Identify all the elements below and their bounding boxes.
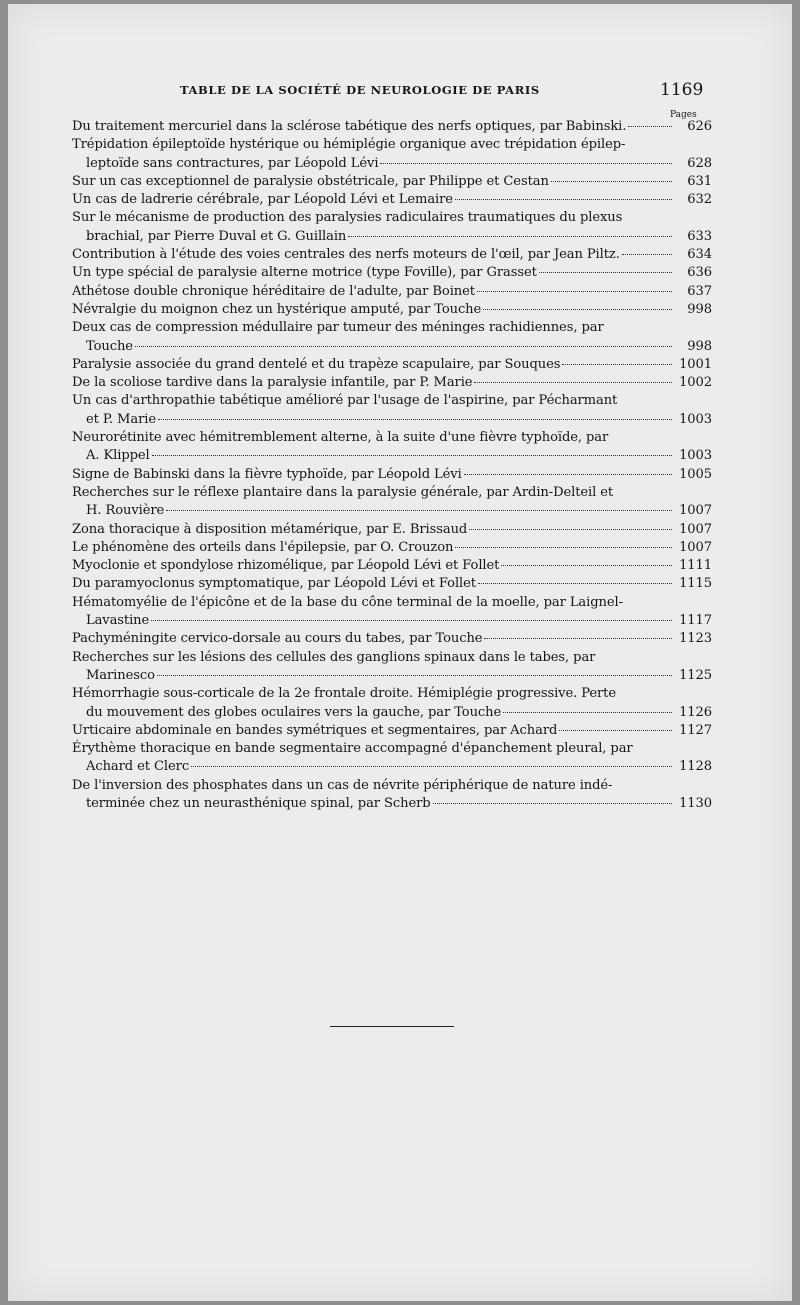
toc-entry-text: Trépidation épileptoïde hystérique ou hémiplégie organique avec trépidation épilep-	[72, 137, 626, 153]
toc-entry	[72, 136, 712, 173]
toc-entry	[72, 356, 712, 374]
toc-entry-line	[72, 136, 676, 154]
toc-entry-text: Du traitement mercuriel dans la sclérose tabétique des nerfs optiques, par Babinski.	[72, 119, 627, 134]
toc-entry-text: Hémorrhagie sous-corticale de la 2e frontale droite. Hémiplégie progressive. Perte	[72, 686, 616, 702]
dot-leader	[157, 674, 672, 676]
toc-entry	[72, 374, 712, 392]
dot-leader	[477, 290, 672, 292]
toc-entry-line	[72, 649, 676, 667]
dot-leader	[152, 454, 672, 456]
toc-entry-line	[72, 484, 676, 502]
toc-entry-last-line	[72, 521, 712, 539]
toc-entry-text: Du paramyoclonus symptomatique, par Léopold Lévi et Follet	[72, 576, 476, 592]
toc-entry	[72, 209, 712, 246]
toc-entry-text: De la scoliose tardive dans la paralysie infantile, par P. Marie	[72, 375, 473, 391]
toc-entry-last-line	[72, 575, 712, 593]
toc-entry-text: Sur le mécanisme de production des paralysies radiculaires traumatiques du plexus	[72, 210, 623, 226]
toc-entry-text: Un cas de ladrerie cérébrale, par Léopold Lévi et Lemaire	[72, 192, 453, 208]
toc-page-number: 1115	[679, 576, 712, 592]
toc-page-number: 1117	[679, 613, 712, 629]
dot-leader	[166, 509, 672, 511]
table-of-contents	[72, 118, 712, 813]
dot-leader	[474, 381, 672, 383]
toc-entry	[72, 575, 712, 593]
book-page	[8, 4, 792, 1301]
toc-entry-text: Paralysie associée du grand dentelé et du trapèze scapulaire, par Souques	[72, 356, 561, 372]
dot-leader	[559, 729, 672, 731]
dot-leader	[562, 363, 672, 365]
toc-entry-text: Touche	[86, 338, 133, 354]
toc-entry-line	[72, 429, 676, 447]
toc-entry	[72, 173, 712, 191]
toc-entry-last-line	[72, 795, 712, 813]
running-title: TABLE DE LA SOCIÉTÉ DE NEUROLOGIE DE PARIS	[180, 83, 540, 97]
toc-entry-line	[72, 209, 676, 227]
toc-entry-text: Achard et Clerc	[86, 759, 190, 775]
toc-entry-text: Un type spécial de paralysie alterne motrice (type Foville), par Grasset	[72, 265, 537, 281]
pages-column-label: Pages	[670, 110, 697, 120]
toc-entry-last-line	[72, 264, 712, 282]
toc-entry-text: Signe de Babinski dans la fièvre typhoïde, par Léopold Lévi	[72, 466, 462, 482]
dot-leader	[151, 619, 672, 621]
toc-entry	[72, 264, 712, 282]
dot-leader	[483, 308, 672, 310]
toc-entry-last-line	[72, 704, 712, 722]
toc-entry	[72, 539, 712, 557]
toc-entry-last-line	[72, 502, 712, 520]
toc-entry-line	[72, 685, 676, 703]
dot-leader	[628, 125, 672, 127]
toc-entry-line	[72, 319, 676, 337]
toc-page-number: 631	[687, 173, 712, 189]
toc-entry	[72, 392, 712, 429]
toc-entry-last-line	[72, 173, 712, 191]
toc-page-number: 1125	[679, 667, 712, 683]
toc-entry-last-line	[72, 539, 712, 557]
toc-page-number: 1007	[679, 503, 712, 519]
toc-entry	[72, 630, 712, 648]
toc-entry	[72, 557, 712, 575]
toc-entry	[72, 283, 712, 301]
toc-entry-text: Névralgie du moignon chez un hystérique amputé, par Touche	[72, 301, 482, 317]
toc-entry	[72, 246, 712, 264]
toc-entry-last-line	[72, 447, 712, 465]
dot-leader	[464, 473, 672, 475]
toc-entry-line	[72, 740, 676, 758]
toc-entry	[72, 191, 712, 209]
dot-leader	[622, 253, 672, 255]
dot-leader	[478, 582, 672, 584]
toc-entry-last-line	[72, 630, 712, 648]
toc-entry-last-line	[72, 246, 712, 264]
toc-entry	[72, 118, 712, 136]
toc-entry	[72, 594, 712, 631]
toc-entry-last-line	[72, 338, 712, 356]
toc-entry-text: Myoclonie et spondylose rhizomélique, par Léopold Lévi et Follet	[72, 558, 500, 574]
toc-entry-last-line	[72, 374, 712, 392]
dot-leader	[484, 637, 672, 639]
toc-entry	[72, 484, 712, 521]
toc-entry-text: Recherches sur les lésions des cellules des ganglions spinaux dans le tabes, par	[72, 649, 596, 665]
dot-leader	[191, 765, 672, 767]
dot-leader	[455, 198, 672, 200]
toc-entry-text: A. Klippel	[86, 448, 150, 464]
dot-leader	[455, 546, 672, 548]
toc-entry-last-line	[72, 155, 712, 173]
toc-entry-text: Urticaire abdominale en bandes symétriques et segmentaires, par Achard	[72, 722, 558, 738]
page-header	[8, 80, 792, 104]
toc-page-number: 1007	[679, 521, 712, 537]
toc-page-number: 632	[687, 192, 712, 208]
toc-entry-last-line	[72, 557, 712, 575]
toc-page-number: 1111	[679, 558, 712, 574]
toc-entry-text: Le phénomène des orteils dans l'épilepsie, par O. Crouzon	[72, 539, 454, 555]
toc-page-number: 634	[687, 247, 712, 263]
toc-entry	[72, 649, 712, 686]
toc-page-number: 1127	[679, 722, 712, 738]
toc-entry-line	[72, 594, 676, 612]
toc-entry-text: leptoïde sans contractures, par Léopold Lévi	[86, 155, 379, 171]
dot-leader	[503, 711, 672, 713]
toc-entry-last-line	[72, 191, 712, 209]
toc-page-number: 1003	[679, 448, 712, 464]
toc-entry-text: Pachyméningite cervico-dorsale au cours du tabes, par Touche	[72, 631, 483, 647]
toc-entry-text: Deux cas de compression médullaire par tumeur des méninges rachidiennes, par	[72, 320, 604, 336]
toc-entry	[72, 466, 712, 484]
toc-entry-text: terminée chez un neurasthénique spinal, par Scherb	[86, 795, 431, 811]
toc-entry-text: Érythème thoracique en bande segmentaire accompagné d'épanchement pleural, par	[72, 741, 633, 757]
toc-entry	[72, 521, 712, 539]
toc-entry-line	[72, 392, 676, 410]
toc-entry-text: Marinesco	[86, 667, 155, 683]
toc-page-number: 1001	[679, 356, 712, 372]
toc-page-number: 1128	[679, 759, 712, 775]
toc-entry-last-line	[72, 301, 712, 319]
toc-entry	[72, 740, 712, 777]
toc-entry-text: Un cas d'arthropathie tabétique amélioré par l'usage de l'aspirine, par Pécharmant	[72, 393, 618, 409]
toc-entry-text: Zona thoracique à disposition métamérique, par E. Brissaud	[72, 521, 468, 537]
toc-page-number: 626	[687, 119, 712, 134]
toc-page-number: 998	[687, 338, 712, 354]
dot-leader	[135, 345, 672, 347]
toc-entry-text: Lavastine	[86, 613, 150, 629]
toc-page-number: 637	[687, 283, 712, 299]
toc-entry-text: Neurorétinite avec hémitremblement alterne, à la suite d'une fièvre typhoïde, par	[72, 430, 609, 446]
toc-entry-text: H. Rouvière	[86, 503, 165, 519]
toc-entry-line	[72, 777, 676, 795]
dot-leader	[158, 418, 672, 420]
toc-entry-last-line	[72, 356, 712, 374]
toc-entry-text: Contribution à l'étude des voies centrales des nerfs moteurs de l'œil, par Jean Piltz.	[72, 247, 620, 263]
toc-page-number: 998	[687, 301, 712, 317]
toc-entry-text: Athétose double chronique héréditaire de l'adulte, par Boinet	[72, 283, 475, 299]
toc-entry	[72, 301, 712, 319]
toc-entry	[72, 685, 712, 722]
toc-entry-last-line	[72, 758, 712, 776]
toc-entry-text: Recherches sur le réflexe plantaire dans la paralysie générale, par Ardin-Delteil et	[72, 484, 614, 500]
toc-entry-text: du mouvement des globes oculaires vers la gauche, par Touche	[86, 704, 502, 720]
toc-entry-text: Sur un cas exceptionnel de paralysie obstétricale, par Philippe et Cestan	[72, 173, 549, 189]
toc-page-number: 1007	[679, 539, 712, 555]
toc-entry-last-line	[72, 411, 712, 429]
toc-entry	[72, 777, 712, 814]
toc-entry	[72, 722, 712, 740]
toc-entry-text: Hématomyélie de l'épicône et de la base du cône terminal de la moelle, par Laignel-	[72, 594, 623, 610]
toc-entry-text: et P. Marie	[86, 411, 156, 427]
toc-entry-text: De l'inversion des phosphates dans un cas de névrite périphérique de nature indé-	[72, 777, 613, 793]
toc-page-number: 1002	[679, 375, 712, 391]
end-rule	[330, 1026, 454, 1027]
dot-leader	[501, 564, 672, 566]
toc-entry-text: brachial, par Pierre Duval et G. Guillain	[86, 228, 347, 244]
toc-entry-last-line	[72, 118, 712, 136]
toc-page-number: 1126	[679, 704, 712, 720]
toc-page-number: 636	[687, 265, 712, 281]
dot-leader	[380, 162, 672, 164]
toc-page-number: 633	[687, 228, 712, 244]
toc-entry-last-line	[72, 466, 712, 484]
toc-page-number: 1005	[679, 466, 712, 482]
toc-entry-last-line	[72, 722, 712, 740]
dot-leader	[469, 528, 672, 530]
toc-entry-last-line	[72, 612, 712, 630]
toc-entry-last-line	[72, 283, 712, 301]
dot-leader	[433, 802, 672, 804]
toc-entry	[72, 429, 712, 466]
toc-entry-last-line	[72, 667, 712, 685]
toc-page-number: 1130	[679, 795, 712, 811]
toc-page-number: 1003	[679, 411, 712, 427]
toc-entry	[72, 319, 712, 356]
dot-leader	[539, 271, 672, 273]
toc-page-number: 628	[687, 155, 712, 171]
toc-entry-last-line	[72, 228, 712, 246]
dot-leader	[551, 180, 672, 182]
page-number: 1169	[660, 80, 704, 100]
dot-leader	[348, 235, 672, 237]
toc-page-number: 1123	[679, 631, 712, 647]
